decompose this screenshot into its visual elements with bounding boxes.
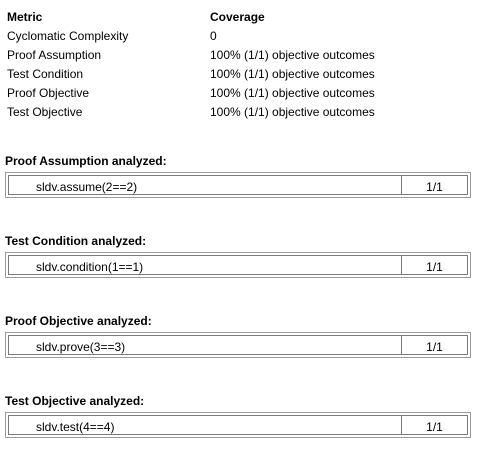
- metric-coverage: 100% (1/1) objective outcomes: [210, 47, 375, 62]
- metric-coverage: 100% (1/1) objective outcomes: [210, 85, 375, 100]
- test-objective-result-box: [5, 412, 471, 438]
- expression-cell: [8, 335, 402, 355]
- metric-name: Test Condition: [7, 66, 84, 81]
- table-row: [7, 83, 375, 102]
- metric-name: Proof Objective: [7, 85, 90, 100]
- table-row: [7, 64, 375, 83]
- expression-text: sldv.assume(2==2): [36, 180, 138, 194]
- expression-text: sldv.test(4==4): [36, 420, 115, 434]
- metric-name: Proof Assumption: [7, 47, 102, 62]
- count-text: 1/1: [426, 180, 443, 194]
- expression-text: sldv.prove(3==3): [36, 340, 126, 354]
- proof-objective-result-box: [5, 332, 471, 358]
- expression-cell: [8, 415, 402, 435]
- coverage-summary-table: [7, 7, 375, 121]
- test-condition-section-title: Test Condition analyzed:: [5, 234, 147, 248]
- test-objective-section-title: Test Objective analyzed:: [5, 394, 145, 408]
- metric-coverage: 100% (1/1) objective outcomes: [210, 104, 375, 119]
- count-cell: [401, 255, 468, 275]
- proof-assumption-section-title: Proof Assumption analyzed:: [5, 154, 167, 168]
- table-row: [7, 45, 375, 64]
- test-condition-result-box: [5, 252, 471, 278]
- table-row: [7, 102, 375, 121]
- count-cell: [401, 335, 468, 355]
- metric-name: Test Objective: [7, 104, 83, 119]
- count-text: 1/1: [426, 260, 443, 274]
- expression-cell: [8, 255, 402, 275]
- coverage-header: Coverage: [210, 9, 265, 24]
- metric-coverage: 100% (1/1) objective outcomes: [210, 66, 375, 81]
- table-header-row: [7, 7, 375, 26]
- expression-cell: [8, 175, 402, 195]
- count-cell: [401, 175, 468, 195]
- count-cell: [401, 415, 468, 435]
- count-text: 1/1: [426, 420, 443, 434]
- table-row: [7, 26, 375, 45]
- metric-name: Cyclomatic Complexity: [7, 28, 129, 43]
- proof-objective-section-title: Proof Objective analyzed:: [5, 314, 152, 328]
- metric-header: Metric: [7, 9, 43, 24]
- proof-assumption-result-box: [5, 172, 471, 198]
- count-text: 1/1: [426, 340, 443, 354]
- expression-text: sldv.condition(1==1): [36, 260, 144, 274]
- metric-coverage: 0: [210, 28, 217, 43]
